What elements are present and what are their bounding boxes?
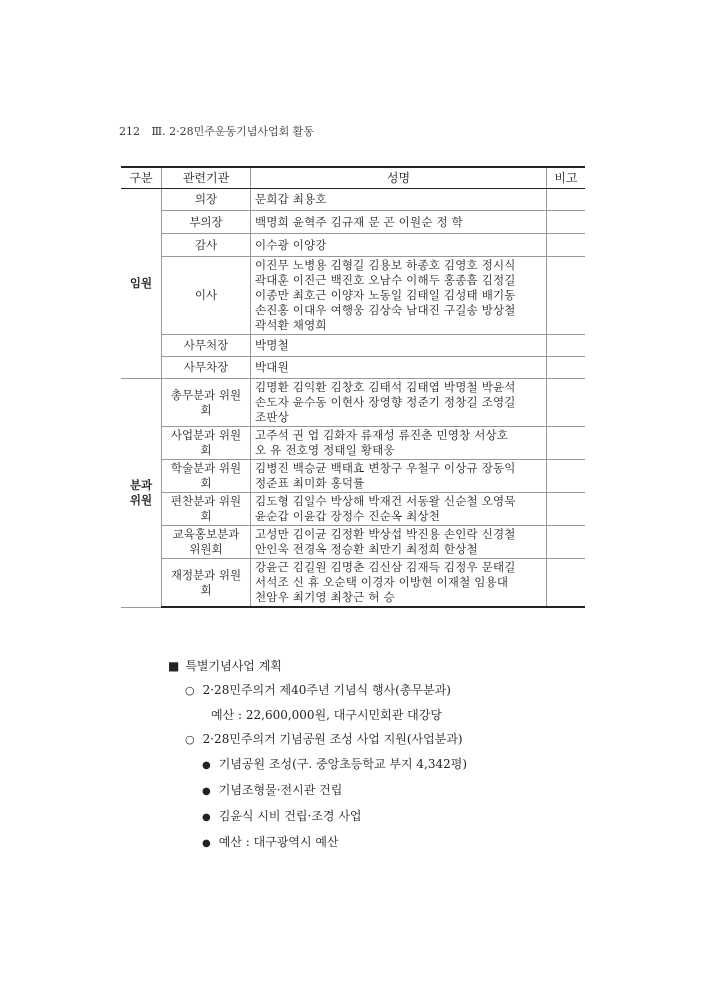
note-cell xyxy=(547,189,586,211)
table-row xyxy=(121,234,585,257)
page-number: 212 xyxy=(119,125,140,138)
col-header-note: 비고 xyxy=(547,167,586,189)
plan-item xyxy=(185,678,467,703)
names-cell: 박명철 xyxy=(251,335,547,357)
dot-icon: ● xyxy=(202,760,211,771)
names-cell: 김병진 백승균 백태효 변창구 우철구 이상규 장동익 정준표 최미화 홍덕률 xyxy=(251,460,547,493)
note-cell xyxy=(547,427,586,460)
black-square-icon: ■ xyxy=(168,659,180,673)
plan-bullet xyxy=(202,830,467,856)
names-cell: 강윤근 김길원 김명춘 김신삼 김재득 김정우 문태길 서석조 신 휴 오순택 이경자 이방현 이재철 임용대 천암우 최기영 최창근 허 승 xyxy=(251,559,547,608)
special-project-plan xyxy=(168,654,467,856)
note-cell xyxy=(547,234,586,257)
note-cell xyxy=(547,559,586,608)
names-cell: 문희갑 최용호 xyxy=(251,189,547,211)
names-cell: 이수광 이양강 xyxy=(251,234,547,257)
note-cell xyxy=(547,493,586,526)
institution-cell: 사무처장 xyxy=(162,335,251,357)
institution-cell: 감사 xyxy=(162,234,251,257)
dot-icon: ● xyxy=(202,838,211,849)
page-header xyxy=(119,123,314,139)
plan-item-text: 2·28민주의거 제40주년 기념식 행사(총무분과) xyxy=(202,683,451,697)
names-cell: 백명희 윤혁주 김규재 문 곤 이원순 정 학 xyxy=(251,211,547,234)
table-row xyxy=(121,335,585,357)
table-row xyxy=(121,189,585,211)
names-cell: 고주석 권 업 김화자 류재성 류진춘 민영창 서상호 오 유 전호영 정태일 황태웅 xyxy=(251,427,547,460)
names-cell: 김명환 김익환 김창호 김태석 김태엽 박명철 박윤석 손도자 윤수동 이현사 장영향 정준기 정창길 조영길 조판상 xyxy=(251,379,547,427)
table-row xyxy=(121,427,585,460)
circle-icon: ○ xyxy=(185,684,195,697)
plan-item-text: 2·28민주의거 기념공원 조성 사업 지원(사업분과) xyxy=(202,732,463,746)
table-row xyxy=(121,559,585,608)
col-header-institution: 관련기관 xyxy=(162,167,251,189)
table-row xyxy=(121,357,585,379)
plan-heading xyxy=(168,654,467,678)
institution-cell: 학술분과 위원회 xyxy=(162,460,251,493)
note-cell xyxy=(547,357,586,379)
institution-cell: 교육홍보분과 위원회 xyxy=(162,526,251,559)
table-row xyxy=(121,257,585,335)
plan-bullet xyxy=(202,804,467,830)
plan-bullet xyxy=(202,778,467,804)
col-header-category: 구분 xyxy=(121,167,162,189)
names-cell: 김도형 김일수 박상해 박재건 서동왈 신순철 오영묵 윤순갑 이윤갑 장정수 진순옥 최상천 xyxy=(251,493,547,526)
plan-title: 특별기념사업 계획 xyxy=(185,659,282,673)
institution-cell: 총무분과 위원회 xyxy=(162,379,251,427)
plan-bullet-text: 김윤식 시비 건립·조경 사업 xyxy=(218,809,362,823)
note-cell xyxy=(547,526,586,559)
plan-bullet-text: 기념조형물·전시관 건립 xyxy=(218,783,343,797)
institution-cell: 부의장 xyxy=(162,211,251,234)
plan-item xyxy=(185,727,467,752)
institution-cell: 의장 xyxy=(162,189,251,211)
table-row xyxy=(121,211,585,234)
dot-icon: ● xyxy=(202,786,211,797)
institution-cell: 사업분과 위원회 xyxy=(162,427,251,460)
table-row xyxy=(121,493,585,526)
note-cell xyxy=(547,460,586,493)
institution-cell: 재정분과 위원회 xyxy=(162,559,251,608)
group-label-executives: 임원 xyxy=(121,189,162,379)
institution-cell: 편찬분과 위원회 xyxy=(162,493,251,526)
dot-icon: ● xyxy=(202,812,211,823)
circle-icon: ○ xyxy=(185,733,195,746)
table-row xyxy=(121,526,585,559)
note-cell xyxy=(547,335,586,357)
table-row xyxy=(121,379,585,427)
names-cell: 이진무 노병용 김형길 김용보 하종호 김영호 정시식 곽대훈 이진근 백진호 오남수 이해두 홍종흠 김정길 이종만 최호근 이양자 노동일 김태일 김성태 배기동 손진홍 이대우 여행웅 김상숙 남대진 구길송 방상철 곽석환 채영희 xyxy=(251,257,547,335)
note-cell xyxy=(547,379,586,427)
section-title: Ⅲ. 2·28민주운동기념사업회 활동 xyxy=(151,125,314,138)
plan-bullet xyxy=(202,752,467,778)
note-cell xyxy=(547,211,586,234)
plan-item-budget: 예산 : 22,600,000원, 대구시민회관 대강당 xyxy=(211,708,442,722)
note-cell xyxy=(547,257,586,335)
committee-table xyxy=(121,166,585,608)
col-header-names: 성명 xyxy=(251,167,547,189)
group-label-committees: 분과 위원 xyxy=(121,379,162,608)
table-row xyxy=(121,460,585,493)
names-cell: 박대원 xyxy=(251,357,547,379)
table-header-row xyxy=(121,167,585,189)
names-cell: 고성만 김이균 김정환 박상섭 박진용 손인락 신경철 안인욱 전경옥 정승환 최만기 최정희 한상철 xyxy=(251,526,547,559)
institution-cell: 이사 xyxy=(162,257,251,335)
institution-cell: 사무차장 xyxy=(162,357,251,379)
plan-bullet-text: 기념공원 조성(구. 중앙초등학교 부지 4,342평) xyxy=(218,757,467,771)
plan-bullet-text: 예산 : 대구광역시 예산 xyxy=(218,835,339,849)
